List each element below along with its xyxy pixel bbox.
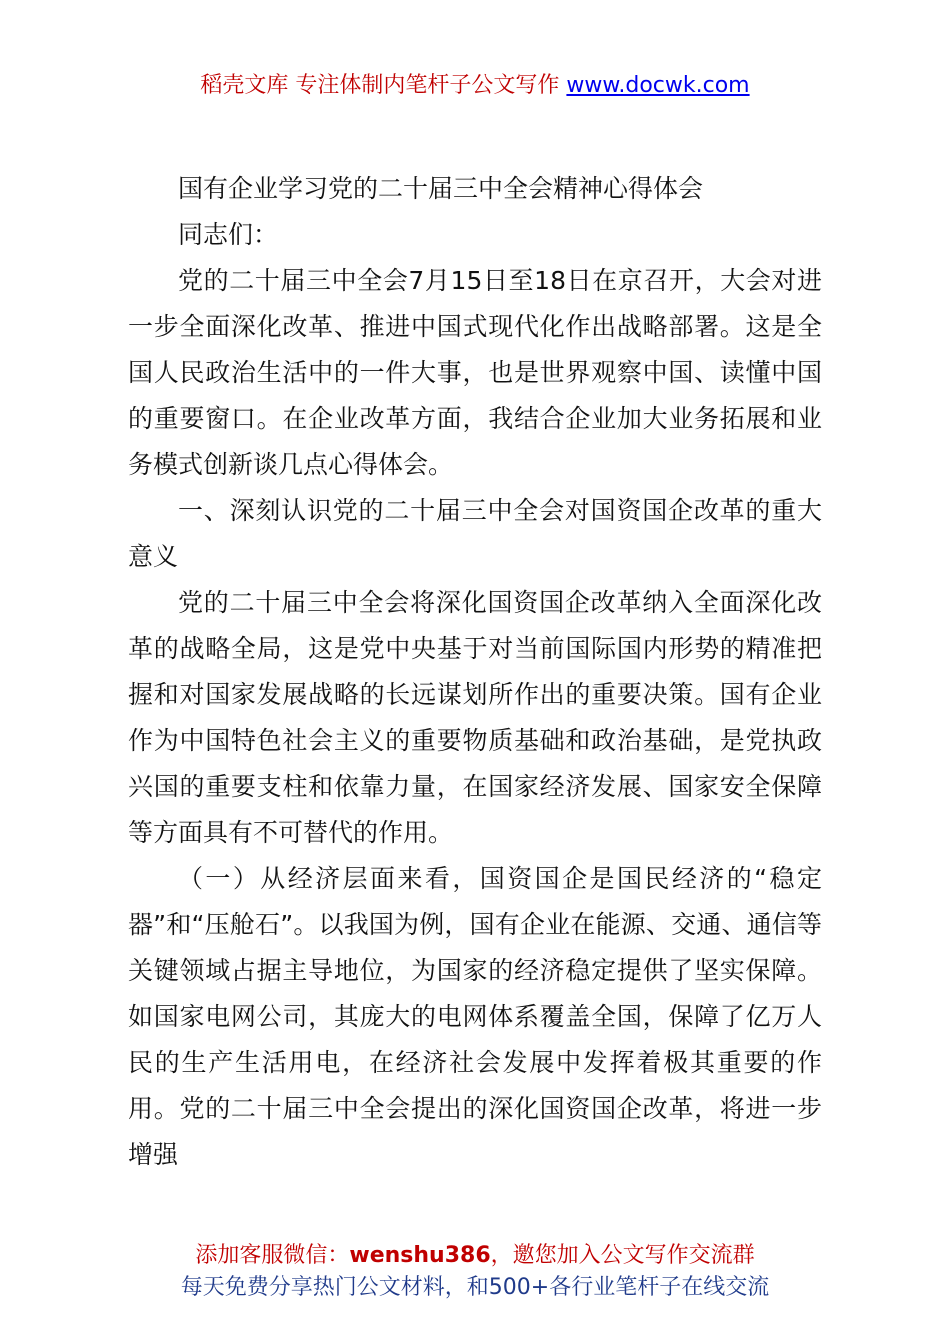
paragraph-economic: （一）从经济层面来看，国资国企是国民经济的“稳定器”和“压舱石”。以我国为例，国有企业在能源、交通、通信等关键领域占据主导地位，为国家的经济稳定提供了坚实保障。如国家电网公司，其庞大的电网体系覆盖全国，保障了亿万人民的生产生活用电，在经济社会发展中发挥着极其重要的作用。党的二十届三中全会提出的深化国资国企改革，将进一步增强 [128,864,822,1169]
section-heading-1: 一、深刻认识党的二十届三中全会对国资国企改革的重大意义 [128,496,822,571]
wechat-line [0,1240,950,1272]
document-body [128,166,822,1178]
share-line: 每天免费分享热门公文材料，和500+各行业笔杆子在线交流 [180,1275,770,1300]
brand-text: 稻壳文库 专注体制内笔杆子公文写作 [200,73,560,98]
wechat-id: wenshu386 [349,1243,491,1268]
document-title: 国有企业学习党的二十届三中全会精神心得体会 [178,174,704,203]
wechat-prefix: 添加客服微信： [195,1243,350,1268]
salutation: 同志们： [178,220,279,249]
paragraph-intro: 党的二十届三中全会7月15日至18日在京召开，大会对进一步全面深化改革、推进中国式现代化作出战略部署。这是全国人民政治生活中的一件大事，也是世界观察中国、读懂中国的重要窗口。在企业改革方面，我结合企业加大业务拓展和业务模式创新谈几点心得体会。 [128,266,822,479]
site-header [0,68,950,99]
site-url-link[interactable]: www.docwk.com [566,73,750,98]
wechat-suffix: ，邀您加入公文写作交流群 [490,1243,755,1268]
paragraph-significance: 党的二十届三中全会将深化国资国企改革纳入全面深化改革的战略全局，这是党中央基于对当前国际国内形势的精准把握和对国家发展战略的长远谋划所作出的重要决策。国有企业作为中国特色社会主义的重要物质基础和政治基础，是党执政兴国的重要支柱和依靠力量，在国家经济发展、国家安全保障等方面具有不可替代的作用。 [128,588,822,847]
promo-footer [0,1240,950,1304]
